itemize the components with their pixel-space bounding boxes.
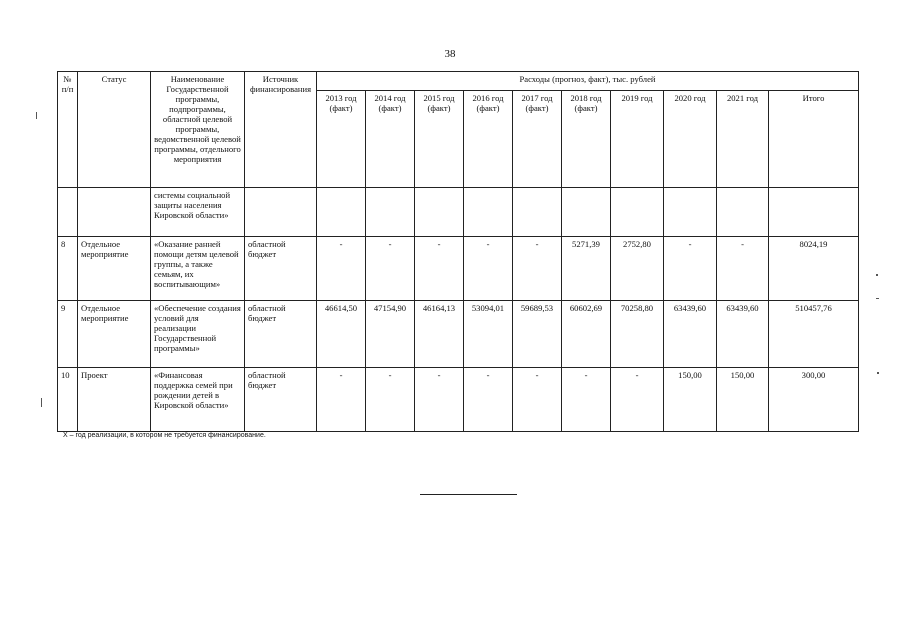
value-cell: - <box>415 237 464 301</box>
value-cell: 70258,80 <box>611 301 664 368</box>
value-cell: - <box>513 368 562 432</box>
header-year: 2013 год (факт) <box>317 91 366 188</box>
header-year: 2020 год <box>664 91 717 188</box>
total-cell: 8024,19 <box>769 237 859 301</box>
header-expenses: Расходы (прогноз, факт), тыс. рублей <box>317 72 859 91</box>
header-year: 2015 год (факт) <box>415 91 464 188</box>
header-year: 2016 год (факт) <box>464 91 513 188</box>
budget-table <box>57 71 859 432</box>
empty-cell <box>611 188 664 237</box>
scan-speck <box>41 398 42 407</box>
row-num: 8 <box>58 237 78 301</box>
page-number: 38 <box>444 48 456 60</box>
value-cell: - <box>664 237 717 301</box>
header-row <box>58 72 859 91</box>
empty-cell <box>513 188 562 237</box>
end-rule <box>420 494 517 495</box>
row-status: Проект <box>78 368 151 432</box>
empty-cell <box>717 188 769 237</box>
empty-cell <box>664 188 717 237</box>
value-cell: 59689,53 <box>513 301 562 368</box>
table-row-continuation <box>58 188 859 237</box>
table-row <box>58 301 859 368</box>
header-source: Источник финансирования <box>245 72 317 188</box>
row-source: областной бюджет <box>245 368 317 432</box>
value-cell: - <box>317 237 366 301</box>
total-cell: 300,00 <box>769 368 859 432</box>
value-cell: 46614,50 <box>317 301 366 368</box>
value-cell: - <box>717 237 769 301</box>
table-row <box>58 368 859 432</box>
header-name: Наименование Государственной программы, подпрограммы, областной целевой программы, ведомственной целевой программы, отдельного мероприятия <box>151 72 245 188</box>
row-status: Отдельное мероприятие <box>78 237 151 301</box>
header-year: 2018 год (факт) <box>562 91 611 188</box>
table-row <box>58 237 859 301</box>
scan-speck <box>876 298 879 299</box>
value-cell: 46164,13 <box>415 301 464 368</box>
empty-cell <box>366 188 415 237</box>
value-cell: - <box>366 368 415 432</box>
value-cell: 53094,01 <box>464 301 513 368</box>
row-source: областной бюджет <box>245 301 317 368</box>
empty-cell <box>415 188 464 237</box>
header-total: Итого <box>769 91 859 188</box>
empty-cell <box>562 188 611 237</box>
header-num: № п/п <box>58 72 78 188</box>
header-year: 2019 год <box>611 91 664 188</box>
scan-speck <box>877 372 879 374</box>
empty-cell <box>317 188 366 237</box>
value-cell: - <box>611 368 664 432</box>
value-cell: 150,00 <box>717 368 769 432</box>
empty-cell <box>769 188 859 237</box>
row-status: Отдельное мероприятие <box>78 301 151 368</box>
header-status: Статус <box>78 72 151 188</box>
row-status <box>78 188 151 237</box>
header-year: 2014 год (факт) <box>366 91 415 188</box>
row-name: «Оказание ранней помощи детям целевой группы, а также семьям, их воспитывающим» <box>151 237 245 301</box>
value-cell: - <box>464 368 513 432</box>
row-num <box>58 188 78 237</box>
value-cell: 47154,90 <box>366 301 415 368</box>
value-cell: - <box>562 368 611 432</box>
scan-speck <box>876 274 878 276</box>
value-cell: - <box>513 237 562 301</box>
value-cell: 63439,60 <box>717 301 769 368</box>
header-year: 2017 год (факт) <box>513 91 562 188</box>
value-cell: 60602,69 <box>562 301 611 368</box>
value-cell: 63439,60 <box>664 301 717 368</box>
row-source <box>245 188 317 237</box>
value-cell: - <box>366 237 415 301</box>
empty-cell <box>464 188 513 237</box>
total-cell: 510457,76 <box>769 301 859 368</box>
row-num: 10 <box>58 368 78 432</box>
row-num: 9 <box>58 301 78 368</box>
value-cell: - <box>317 368 366 432</box>
row-name: системы социальной защиты населения Кировской области» <box>151 188 245 237</box>
value-cell: - <box>415 368 464 432</box>
row-name: «Финансовая поддержка семей при рождении детей в Кировской области» <box>151 368 245 432</box>
row-name: «Обеспечение создания условий для реализации Государственной программы» <box>151 301 245 368</box>
footnote: X – год реализации, в котором не требуется финансирование. <box>63 432 266 439</box>
scan-speck <box>36 112 37 119</box>
value-cell: - <box>464 237 513 301</box>
value-cell: 2752,80 <box>611 237 664 301</box>
row-source: областной бюджет <box>245 237 317 301</box>
value-cell: 150,00 <box>664 368 717 432</box>
header-year: 2021 год <box>717 91 769 188</box>
value-cell: 5271,39 <box>562 237 611 301</box>
